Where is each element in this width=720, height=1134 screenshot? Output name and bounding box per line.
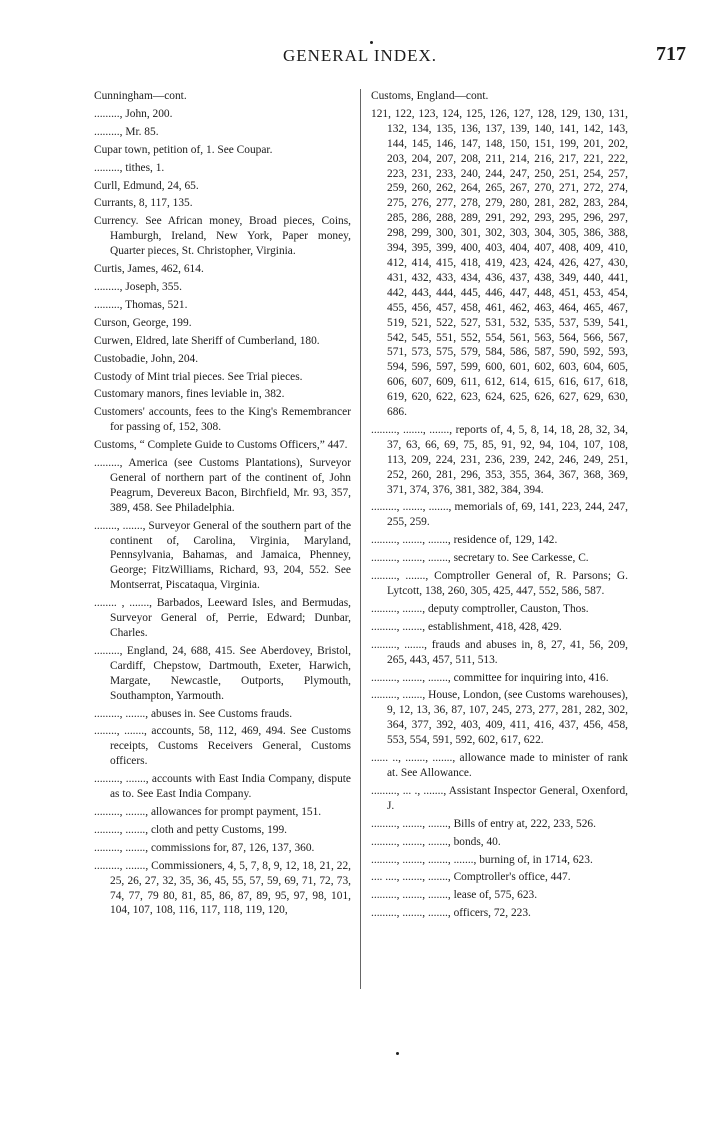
- index-column-left: [94, 89, 351, 921]
- index-entry: Cunningham—cont.: [94, 90, 187, 102]
- index-entry: ........., Thomas, 521.: [94, 298, 188, 311]
- index-entry: Customs, England—cont.: [371, 90, 489, 102]
- column-divider: [360, 89, 361, 989]
- index-entry: ........., Joseph, 355.: [94, 280, 182, 293]
- index-entry: ........., ......., commissions for, 87, 126, 137, 360.: [94, 841, 315, 854]
- index-entry: ........., ......., ......., secretary to. See Carkesse, C.: [371, 552, 589, 565]
- index-entry: Customers' accounts, fees to the King's Remembrancer for passing of, 152, 308.: [94, 406, 351, 434]
- index-entry: Curson, George, 199.: [94, 316, 192, 329]
- index-entry: ........., ......., abuses in. See Customs frauds.: [94, 707, 293, 720]
- index-entry: Curtis, James, 462, 614.: [94, 263, 204, 276]
- index-entry: ........., John, 200.: [94, 107, 173, 120]
- index-entry: ........., ... ., ......., Assistant Inspector General, Oxenford, J.: [371, 784, 628, 812]
- printer-mark: [396, 1052, 399, 1055]
- index-entry: ........ , ......., Barbados, Leeward Isles, and Bermudas, Surveyor General of, Perrie, Edward; Dunbar, Charles.: [94, 597, 351, 639]
- index-entry: ........., ......., allowances for prompt payment, 151.: [94, 805, 322, 818]
- index-entry: ........., ......., establishment, 418, 428, 429.: [371, 620, 562, 633]
- index-entry: ........, ......., accounts, 58, 112, 469, 494. See Customs receipts, Customs Receivers General, Customs officers.: [94, 725, 351, 768]
- index-entry: ........., England, 24, 688, 415. See Aberdovey, Bristol, Cardiff, Chepstow, Dartmouth, Exeter, Harwich, Margate, Newcastle, Outports, Plymouth, Southampton, Yarmouth.: [94, 644, 351, 702]
- printer-mark: [370, 41, 373, 44]
- index-entry: Cupar town, petition of, 1. See Coupar.: [94, 143, 273, 156]
- index-entry: Customary manors, fines leviable in, 382.: [94, 388, 285, 401]
- index-entry: .... ...., ......., ......., Comptroller's office, 447.: [371, 871, 571, 884]
- index-entry: Customs, “ Complete Guide to Customs Officers,” 447.: [94, 439, 348, 452]
- index-entry: ........., ......., ......., Bills of entry at, 222, 233, 526.: [371, 817, 596, 830]
- index-entry: ........., America (see Customs Plantations), Surveyor General of northern part of the continent of, John Peagrum, Devereux Bacon, Birchfield, Mr. 93, 357, 389, 458. See Philadelphia.: [94, 457, 351, 514]
- index-entry: ........., ......., cloth and petty Customs, 199.: [94, 823, 288, 836]
- index-entry: ........., ......., ......., residence of, 129, 142.: [371, 534, 558, 547]
- index-column-right: [371, 89, 628, 924]
- index-entry: ........., ......., Comptroller General of, R. Parsons; G. Lytcott, 138, 260, 305, 425, 447, 552, 586, 587.: [371, 570, 628, 597]
- index-entry: Curll, Edmund, 24, 65.: [94, 179, 199, 192]
- index-entry: ........., ......., ......., bonds, 40.: [371, 835, 501, 848]
- index-entry: Curwen, Eldred, late Sheriff of Cumberland, 180.: [94, 334, 320, 347]
- index-entry: ........., ......., ......., committee for inquiring into, 416.: [371, 671, 609, 684]
- index-entry: ........., ......., ......., reports of, 4, 5, 8, 14, 18, 28, 32, 34, 37, 63, 66, 69, 75, 85, 91, 92, 94, 104, 107, 108, 113, 209, 224, 231, 236, 239, 242, 246, 249, 251, 252, 260, 281, 296, 353, 355, 364, 367, 368, 369, 371, 374, 376, 381, 382, 384, 394.: [371, 423, 628, 496]
- index-entry: ........., Mr. 85.: [94, 125, 159, 138]
- index-entry: ........., ......., ......., ......., burning of, in 1714, 623.: [371, 853, 593, 866]
- index-entry: ........., ......., Commissioners, 4, 5, 7, 8, 9, 12, 18, 21, 22, 25, 26, 27, 32, 35, 36, 45, 55, 57, 59, 69, 71, 72, 73, 74, 77, 79 80, 81, 85, 86, 87, 89, 95, 97, 98, 101, 104, 107, 108, 116, 117, 118, 119, 120,: [94, 859, 351, 917]
- index-entry: ........., ......., frauds and abuses in, 8, 27, 41, 56, 209, 265, 443, 457, 511, 513.: [371, 638, 628, 666]
- index-entry: 121, 122, 123, 124, 125, 126, 127, 128, 129, 130, 131, 132, 134, 135, 136, 137, 139, 140, 141, 142, 143, 144, 145, 146, 147, 148, 150, 151, 199, 201, 202, 203, 204, 207, 208, 211, 214, 216, 217, 221, 222, 223, 231, 233, 240, 244, 247, 250, 251, 254, 257, 259, 260, 262, 264, 265, 267, 270, 271, 272, 274, 275, 276, 277, 278, 279, 280, 281, 282, 283, 284, 285, 286, 288, 289, 291, 292, 293, 295, 296, 297, 298, 299, 300, 301, 302, 303, 304, 305, 386, 388, 394, 395, 399, 400, 403, 404, 407, 408, 409, 410, 412, 414, 415, 418, 419, 423, 424, 426, 427, 430, 431, 432, 433, 434, 436, 437, 438, 349, 440, 441, 442, 443, 444, 445, 446, 447, 448, 451, 453, 454, 455, 456, 457, 458, 461, 462, 463, 464, 465, 467, 519, 521, 522, 527, 531, 532, 535, 537, 539, 541, 542, 545, 551, 552, 554, 561, 563, 564, 566, 567, 571, 573, 575, 579, 584, 586, 587, 590, 592, 593, 594, 596, 597, 599, 600, 601, 602, 603, 604, 605, 606, 607, 609, 611, 612, 614, 615, 616, 617, 618, 619, 620, 622, 623, 624, 625, 626, 627, 629, 630, 686.: [371, 107, 628, 419]
- index-entry: Custody of Mint trial pieces. See Trial pieces.: [94, 370, 303, 383]
- index-entry: ........., ......., House, London, (see Customs warehouses), 9, 12, 13, 36, 87, 107, 245, 273, 277, 281, 282, 302, 364, 377, 392, 403, 409, 411, 416, 437, 456, 458, 553, 554, 591, 592, 602, 617, 622.: [371, 689, 628, 747]
- running-title: GENERAL INDEX.: [282, 46, 438, 65]
- page-number: 717: [656, 43, 686, 65]
- index-entry: Currency. See African money, Broad pieces, Coins, Hamburgh, Ireland, New York, Paper money, Quarter pieces, St. Christopher, Virginia.: [94, 215, 351, 258]
- page-header: [0, 43, 720, 70]
- index-entry: ........., ......., deputy comptroller, Causton, Thos.: [371, 602, 589, 615]
- index-entry: ........., ......., ......., memorials of, 69, 141, 223, 244, 247, 255, 259.: [371, 501, 628, 529]
- index-entry: ........., ......., ......., lease of, 575, 623.: [371, 889, 538, 902]
- index-entry: Custobadie, John, 204.: [94, 352, 199, 365]
- index-entry: ........., ......., accounts with East India Company, dispute as to. See East India Company.: [94, 773, 351, 801]
- index-entry: ........., ......., ......., officers, 72, 223.: [371, 907, 531, 920]
- index-entry: Currants, 8, 117, 135.: [94, 197, 193, 210]
- index-entry: ........, ......., Surveyor General of the southern part of the continent of, Carolina, Virginia, Maryland, Pennsylvania, Bahamas, and Jamaica, Phenney, George; FitzWilliams, Richard, 93, 204, 552. See Montserrat, Piscataqua, Virginia.: [94, 519, 351, 592]
- index-entry: ........., tithes, 1.: [94, 161, 165, 174]
- index-entry: ...... .., ......., ......., allowance made to minister of rank at. See Allowance.: [371, 752, 628, 779]
